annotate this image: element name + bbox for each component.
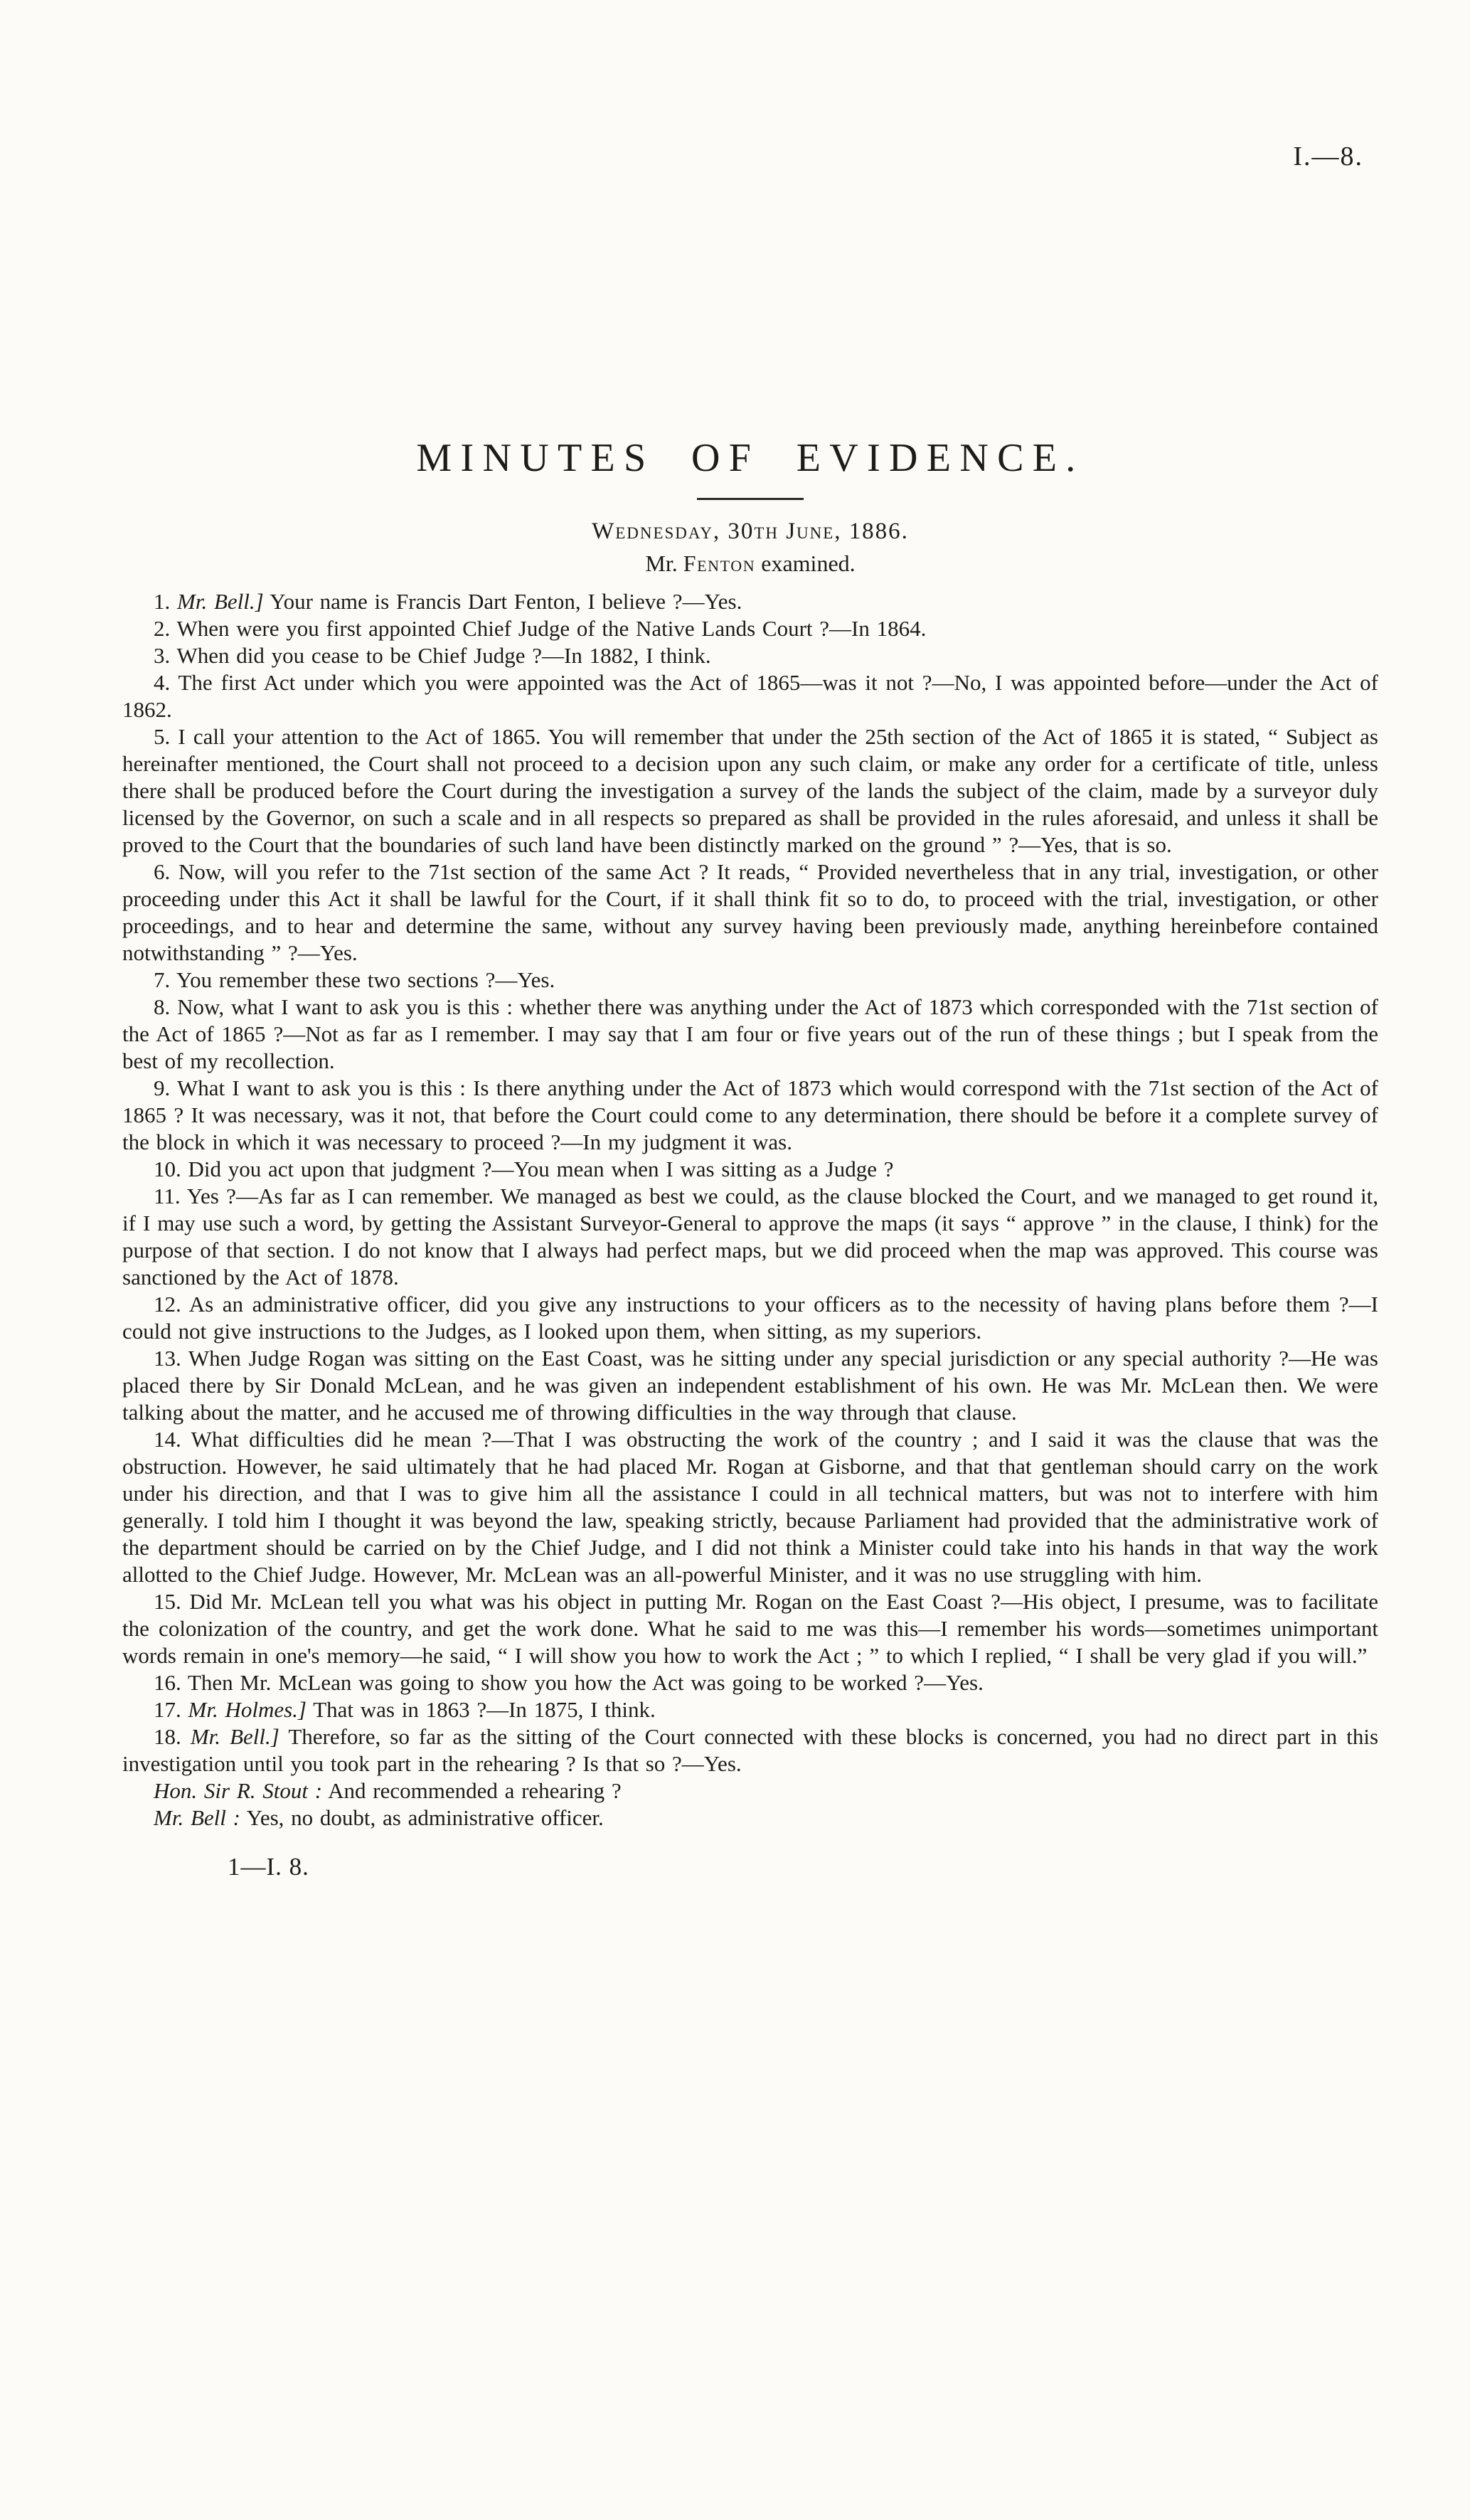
evidence-body xyxy=(122,588,1378,1831)
qa-paragraph: 11. Yes ?—As far as I can remember. We managed as best we could, as the clause blocked the Court, and we managed to get round it, if I may use such a word, by getting the Assistant Surveyor-General to approve the maps (it says “ approve ” in the clause, I think) for the purpose of that section. I do not know that I always had perfect maps, but we did proceed when the map was approved. This course was sanctioned by the Act of 1878. xyxy=(122,1184,1378,1290)
qa-paragraph: 10. Did you act upon that judgment ?—You mean when I was sitting as a Judge ? xyxy=(154,1157,894,1181)
witness-name: Fenton xyxy=(683,551,756,576)
witness-line-post: examined. xyxy=(755,551,856,576)
speaker-name: Mr. Bell.] xyxy=(177,589,264,614)
footer-mark: 1—I. 8. xyxy=(228,1853,309,1881)
qa-paragraph: 1. Mr. Bell.] Your name is Francis Dart Fenton, I believe ?—Yes. xyxy=(154,589,742,614)
qa-paragraph: 4. The first Act under which you were appointed was the Act of 1865—was it not ?—No, I was appointed before—under the Act of 1862. xyxy=(122,670,1378,722)
qa-paragraph: Hon. Sir R. Stout : And recommended a rehearing ? xyxy=(154,1778,622,1803)
speaker-name: Hon. Sir R. Stout : xyxy=(154,1778,323,1803)
qa-paragraph: 5. I call your attention to the Act of 1865. You will remember that under the 25th section of the Act of 1865 it is stated, “ Subject as hereinafter mentioned, the Court shall not proceed to a decision upon any such claim, or make any order for a certificate of title, unless there shall be produced before the Court during the investigation a survey of the lands the subject of the claim, made by a surveyor duly licensed by the Governor, on such a scale and in all respects so prepared as shall be provided in the rules aforesaid, and unless it shall be proved to the Court that the boundaries of such land have been distinctly marked on the ground ” ?—Yes, that is so. xyxy=(122,724,1378,857)
session-date: Wednesday, 30th June, 1886. xyxy=(592,519,909,544)
qa-paragraph: 16. Then Mr. McLean was going to show you how the Act was going to be worked ?—Yes. xyxy=(154,1670,984,1695)
qa-paragraph: 13. When Judge Rogan was sitting on the East Coast, was he sitting under any special jurisdiction or any special authority ?—He was placed there by Sir Donald McLean, and he was given an independent establishment of his own. He was Mr. McLean then. We were talking about the matter, and he accused me of throwing difficulties in the way through that clause. xyxy=(122,1346,1378,1425)
qa-paragraph: 9. What I want to ask you is this : Is there anything under the Act of 1873 which would correspond with the 71st section of the Act of 1865 ? It was necessary, was it not, that before the Court could come to any determination, there should be before it a complete survey of the block in which it was necessary to proceed ?—In my judgment it was. xyxy=(122,1075,1378,1154)
witness-line-pre: Mr. xyxy=(645,551,683,576)
qa-paragraph: 2. When were you first appointed Chief Judge of the Native Lands Court ?—In 1864. xyxy=(154,616,927,641)
title-rule xyxy=(697,498,804,500)
qa-paragraph: 17. Mr. Holmes.] That was in 1863 ?—In 1875, I think. xyxy=(154,1697,656,1722)
speaker-name: Mr. Bell.] xyxy=(190,1724,279,1749)
qa-paragraph: 7. You remember these two sections ?—Yes. xyxy=(154,967,555,992)
document-title: MINUTES OF EVIDENCE. xyxy=(416,436,1085,480)
qa-paragraph: 15. Did Mr. McLean tell you what was his object in putting Mr. Rogan on the East Coast ?—His object, I presume, was to facilitate the colonization of the country, and get the work done. What he said to me was this—I remember his words—sometimes unimportant words remain in one's memory—he said, “ I will show you how to work the Act ; ” to which I replied, “ I shall be very glad if you will.” xyxy=(122,1589,1378,1668)
qa-paragraph: 8. Now, what I want to ask you is this : whether there was anything under the Act of 1873 which corresponded with the 71st section of the Act of 1865 ?—Not as far as I remember. I may say that I am four or five years out of the run of these things ; but I speak from the best of my recollection. xyxy=(122,994,1378,1073)
speaker-name: Mr. Bell : xyxy=(154,1805,240,1830)
page-content xyxy=(122,0,1378,1881)
qa-paragraph: 14. What difficulties did he mean ?—That I was obstructing the work of the country ; and I said it was the clause that was the obstruction. However, he said ultimately that he had placed Mr. Rogan at Gisborne, and that that gentleman should carry on the work under his direction, and that I was to give him all the assistance I could in all technical matters, but was not to interfere with him generally. I told him I thought it was beyond the law, speaking strictly, because Parliament had provided that the administrative work of the department should be carried on by the Chief Judge, and I did not think a Minister could take into his hands in that way the work allotted to the Chief Judge. However, Mr. McLean was an all-powerful Minister, and it was no use struggling with him. xyxy=(122,1427,1378,1587)
qa-paragraph: 12. As an administrative officer, did you give any instructions to your officers as to the necessity of having plans before them ?—I could not give instructions to the Judges, as I looked upon them, when sitting, as my superiors. xyxy=(122,1292,1378,1344)
qa-paragraph: 18. Mr. Bell.] Therefore, so far as the sitting of the Court connected with these blocks is concerned, you had no direct part in this investigation until you took part in the rehearing ? Is that so ?—Yes. xyxy=(122,1724,1379,1776)
speaker-name: Mr. Holmes.] xyxy=(188,1697,307,1722)
page-number-header: I.—8. xyxy=(1293,142,1363,171)
qa-paragraph: 6. Now, will you refer to the 71st section of the same Act ? It reads, “ Provided nevertheless that in any trial, investigation, or other proceeding under this Act it shall be lawful for the Court, if it shall think fit so to do, to proceed with the trial, investigation, or other proceedings, and to hear and determine the same, without any survey having been previously made, anything hereinbefore contained notwithstanding ” ?—Yes. xyxy=(122,859,1379,965)
qa-paragraph: Mr. Bell : Yes, no doubt, as administrative officer. xyxy=(154,1805,604,1830)
qa-paragraph: 3. When did you cease to be Chief Judge ?—In 1882, I think. xyxy=(154,643,711,668)
witness-line xyxy=(122,551,1378,577)
